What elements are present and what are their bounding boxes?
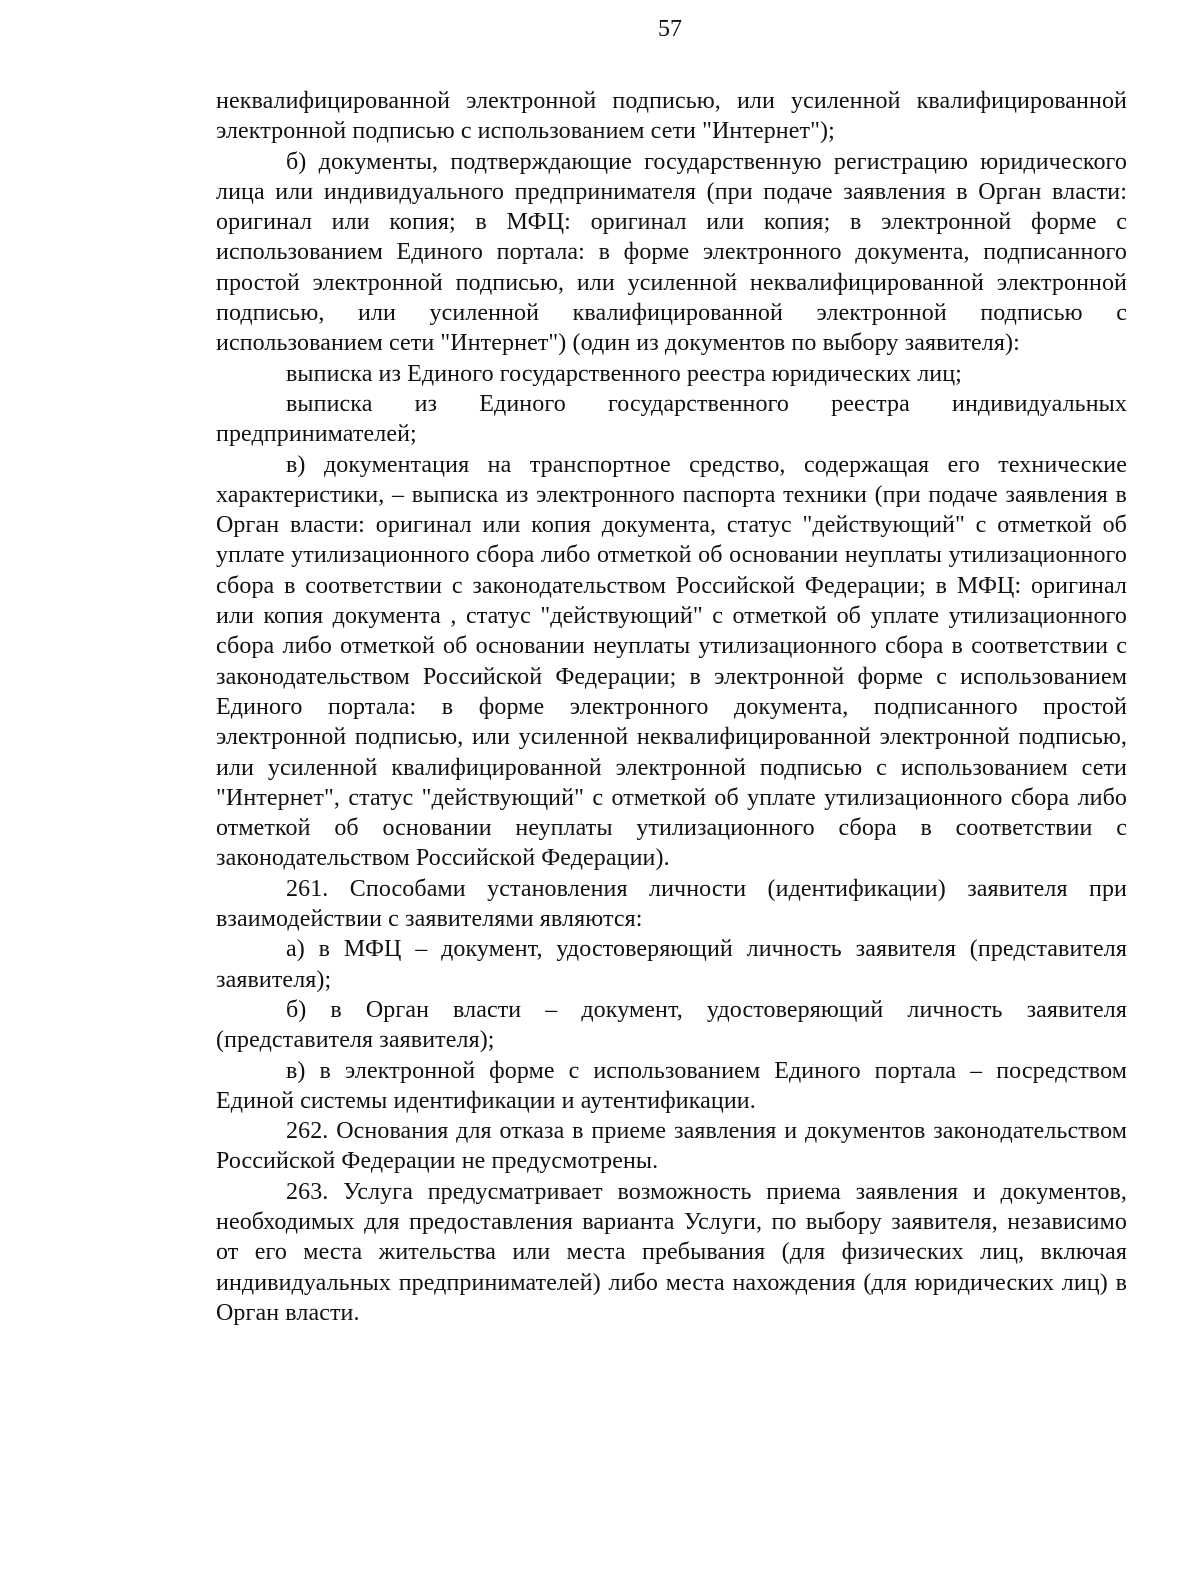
paragraph-261-item-a-mfc: а) в МФЦ – документ, удостоверяющий личность заявителя (представителя заявителя); [216,936,1127,993]
paragraph-extract-legal-entities: выписка из Единого государственного реестра юридических лиц; [286,360,962,387]
paragraph-item-v-vehicle-documentation: в) документация на транспортное средство, содержащая его технические характеристики, – выписка из электронного паспорта техники (при подаче заявления в Орган власти: оригинал или копия документа, статус "действующий" с отметкой об уплате утилизационного сбора либо отметкой об основании неуплаты утилизационного сбора в соответствии с законодательством Российской Федерации; в МФЦ: оригинал или копия документа , статус "действующий" с отметкой об уплате утилизационного сбора либо отметкой об основании неуплаты утилизационного сбора в соответствии с законодательством Российской Федерации; в электронной форме с использованием Единого портала: в форме электронного документа, подписанного простой электронной подписью, или усиленной неквалифицированной электронной подписью, или усиленной квалифицированной электронной подписью с использованием сети "Интернет", статус "действующий" с отметкой об уплате утилизационного сбора либо отметкой об основании неуплаты утилизационного сбора в соответствии с законодательством Российской Федерации). [216,451,1127,872]
paragraph-continuation: неквалифицированной электронной подписью, или усиленной квалифицированной электронной подписью с использованием сети "Интернет"); [216,88,1127,145]
document-body [216,86,1127,1328]
paragraph-item-b-registration-documents: б) документы, подтверждающие государственную регистрацию юридического лица или индивидуального предпринимателя (при подаче заявления в Орган власти: оригинал или копия; в МФЦ: оригинал или копия; в электронной форме с использованием Единого портала: в форме электронного документа, подписанного простой электронной подписью, или усиленной неквалифицированной электронной подписью, или усиленной квалифицированной электронной подписью с использованием сети "Интернет") (один из документов по выбору заявителя): [216,148,1127,357]
paragraph-261-item-v-electronic: в) в электронной форме с использованием Единого портала – посредством Единой системы идентификации и аутентификации. [216,1057,1127,1114]
paragraph-261-item-b-authority: б) в Орган власти – документ, удостоверяющий личность заявителя (представителя заявителя); [216,996,1127,1054]
paragraph-extract-entrepreneurs: выписка из Единого государственного реестра индивидуальных предпринимателей; [216,390,1127,448]
page-number: 57 [658,16,682,42]
paragraph-263-extraterritorial: 263. Услуга предусматривает возможность приема заявления и документов, необходимых для предоставления варианта Услуги, по выбору заявителя, независимо от его места жительства или места пребывания (для физических лиц, включая индивидуальных предпринимателей) либо места нахождения (для юридических лиц) в Орган власти. [216,1178,1127,1326]
paragraph-262-refusal-grounds: 262. Основания для отказа в приеме заявления и документов законодательством Российской Федерации не предусмотрены. [216,1118,1127,1175]
paragraph-261-identification-methods: 261. Способами установления личности (идентификации) заявителя при взаимодействии с заявителями являются: [216,875,1127,933]
